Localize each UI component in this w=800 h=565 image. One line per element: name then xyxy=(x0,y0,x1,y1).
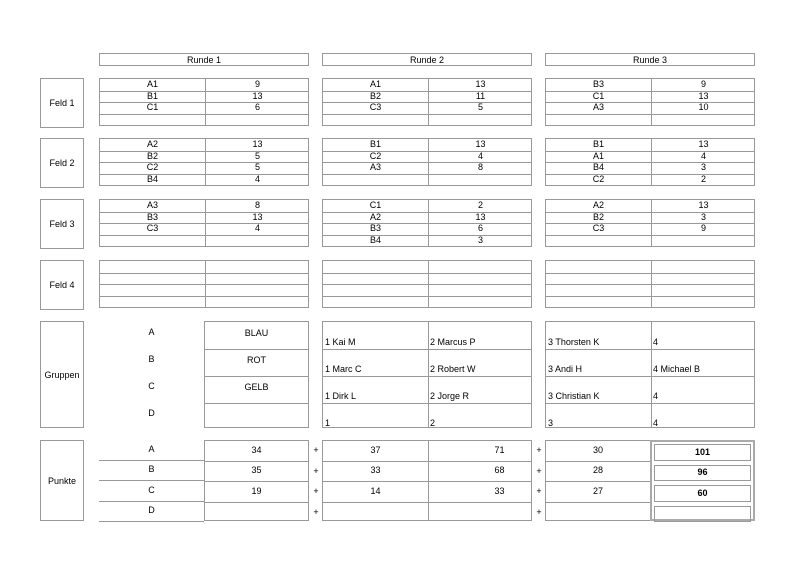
points-value xyxy=(205,503,308,522)
group-color: BLAU xyxy=(244,328,269,338)
score-cell: 4 xyxy=(254,223,260,234)
team-cell: B3 xyxy=(146,211,158,222)
group-member: 3 Christian K xyxy=(548,390,600,401)
team-cell: C3 xyxy=(146,223,159,234)
team-cell: C1 xyxy=(369,200,382,211)
team-cell: C2 xyxy=(369,150,382,161)
plus-sign: + xyxy=(536,445,542,455)
plus-sign: + xyxy=(313,465,319,476)
group-letter: C xyxy=(148,381,155,391)
points-value: 19 xyxy=(251,485,262,496)
group-letter: D xyxy=(148,408,155,418)
group-member: 4 Michael B xyxy=(653,363,701,374)
team-cell: A3 xyxy=(146,200,158,211)
group-member: 4 xyxy=(653,417,659,428)
grid-row-line xyxy=(546,403,754,404)
score-cell: 5 xyxy=(254,150,260,161)
score-cell: 4 xyxy=(254,173,260,184)
team-cell: B4 xyxy=(146,173,158,184)
plus-sign: + xyxy=(536,486,542,496)
field-label: Feld 2 xyxy=(40,138,84,188)
team-cell: B2 xyxy=(592,211,604,222)
points-value: 34 xyxy=(251,444,262,455)
score-cell: 3 xyxy=(477,234,483,245)
score-cell: 11 xyxy=(475,90,486,101)
group-letter: A xyxy=(148,327,155,337)
score-cell xyxy=(205,114,310,126)
round-header: Runde 3 xyxy=(545,53,755,66)
group-member: 1 Marc C xyxy=(325,363,362,374)
match-grid xyxy=(99,199,309,247)
team-cell xyxy=(323,273,428,285)
score-cell xyxy=(651,114,756,126)
points-label: Punkte xyxy=(40,440,84,521)
points-value: 35 xyxy=(251,465,262,476)
points-total: 60 xyxy=(654,485,751,502)
score-cell xyxy=(651,296,756,308)
team-cell: A3 xyxy=(592,102,604,113)
team-cell: A2 xyxy=(592,200,604,211)
team-cell xyxy=(546,284,651,296)
score-cell xyxy=(651,284,756,296)
team-cell: B2 xyxy=(369,90,381,101)
group-member: 3 xyxy=(548,417,554,428)
score-cell: 5 xyxy=(477,102,483,113)
score-cell: 2 xyxy=(700,173,706,184)
team-cell xyxy=(323,284,428,296)
team-cell: B1 xyxy=(369,139,381,150)
score-cell: 6 xyxy=(477,223,483,234)
points-r1-grid xyxy=(204,440,309,521)
group-member: 1 Dirk L xyxy=(325,390,357,401)
points-value: 37 xyxy=(370,444,381,455)
group-color: GELB xyxy=(244,382,269,392)
team-cell: C1 xyxy=(592,90,605,101)
group-color xyxy=(205,401,308,428)
points-subtotal: 71 xyxy=(494,444,505,455)
points-letter: C xyxy=(148,484,155,495)
team-cell: B3 xyxy=(592,79,604,90)
field-label: Feld 4 xyxy=(40,260,84,310)
group-member: 1 Kai M xyxy=(325,336,356,347)
grid-row-line xyxy=(323,349,531,350)
score-cell: 13 xyxy=(475,139,486,150)
score-cell xyxy=(205,235,310,247)
score-cell: 13 xyxy=(252,211,263,222)
match-grid xyxy=(545,78,755,126)
group-member: 2 Jorge R xyxy=(430,390,470,401)
grid-row-line xyxy=(546,349,754,350)
team-cell: B1 xyxy=(592,139,604,150)
match-grid xyxy=(322,78,532,126)
group-member-grid xyxy=(322,321,532,428)
match-grid xyxy=(322,138,532,186)
team-cell xyxy=(323,261,428,273)
grid-row-line xyxy=(323,376,531,377)
score-cell: 5 xyxy=(254,162,260,173)
points-value xyxy=(546,503,650,522)
score-cell: 13 xyxy=(698,200,709,211)
points-letter: B xyxy=(148,464,155,475)
score-cell xyxy=(205,284,310,296)
team-cell: A2 xyxy=(369,211,381,222)
team-cell: C2 xyxy=(592,173,605,184)
score-cell: 2 xyxy=(477,200,483,211)
team-cell: C1 xyxy=(146,102,159,113)
score-cell xyxy=(205,296,310,308)
team-cell: B3 xyxy=(369,223,381,234)
match-grid xyxy=(99,78,309,126)
score-cell: 9 xyxy=(700,79,706,90)
group-member: 3 Andi H xyxy=(548,363,583,374)
score-cell: 13 xyxy=(252,139,263,150)
group-member: 4 xyxy=(653,336,659,347)
points-value: 30 xyxy=(592,444,603,455)
match-grid xyxy=(545,138,755,186)
points-value: 27 xyxy=(592,485,603,496)
plus-sign: + xyxy=(313,445,319,455)
team-cell: A3 xyxy=(369,162,381,173)
score-cell: 9 xyxy=(700,223,706,234)
points-subtotal xyxy=(466,503,533,522)
team-cell: B4 xyxy=(592,162,604,173)
group-color: ROT xyxy=(247,355,266,365)
score-cell xyxy=(428,273,533,285)
team-cell xyxy=(100,284,205,296)
score-cell: 8 xyxy=(477,162,483,173)
team-cell xyxy=(100,114,205,126)
score-cell: 6 xyxy=(254,102,260,113)
score-cell: 4 xyxy=(700,150,706,161)
points-total-grid xyxy=(650,440,755,521)
team-cell xyxy=(323,174,428,186)
team-cell: A1 xyxy=(592,150,604,161)
points-letter-column xyxy=(99,440,204,521)
score-cell xyxy=(651,235,756,247)
team-cell xyxy=(546,296,651,308)
team-cell xyxy=(546,235,651,247)
group-member: 4 xyxy=(653,390,659,401)
plus-sign: + xyxy=(536,465,542,476)
points-value: 28 xyxy=(592,465,603,476)
score-cell xyxy=(428,284,533,296)
score-cell xyxy=(428,114,533,126)
team-cell: B4 xyxy=(369,234,381,245)
score-cell xyxy=(651,273,756,285)
team-cell xyxy=(100,261,205,273)
group-member: 2 xyxy=(430,417,436,428)
score-cell: 13 xyxy=(698,90,709,101)
points-total: 101 xyxy=(654,444,751,461)
match-grid xyxy=(99,260,309,308)
score-cell: 13 xyxy=(698,139,709,150)
round-header: Runde 2 xyxy=(322,53,532,66)
team-cell: B2 xyxy=(146,150,158,161)
group-member: 3 Thorsten K xyxy=(548,336,600,347)
grid-row-line xyxy=(546,376,754,377)
plus-sign: + xyxy=(313,486,319,496)
group-color-grid xyxy=(204,321,309,428)
score-cell xyxy=(428,261,533,273)
field-label: Feld 1 xyxy=(40,78,84,128)
points-value: 14 xyxy=(370,485,381,496)
team-cell xyxy=(546,114,651,126)
field-label: Feld 3 xyxy=(40,199,84,249)
points-value xyxy=(323,503,428,522)
points-subtotal: 68 xyxy=(494,465,505,476)
team-cell xyxy=(546,273,651,285)
team-cell: C3 xyxy=(369,102,382,113)
score-cell: 3 xyxy=(700,162,706,173)
group-member: 2 Marcus P xyxy=(430,336,476,347)
team-cell: A2 xyxy=(146,139,158,150)
team-cell: B1 xyxy=(146,90,158,101)
match-grid xyxy=(99,138,309,186)
grid-row-line xyxy=(323,403,531,404)
score-cell: 3 xyxy=(700,211,706,222)
points-subtotal: 33 xyxy=(494,485,505,496)
match-grid xyxy=(545,260,755,308)
plus-sign: + xyxy=(536,506,542,517)
team-cell xyxy=(546,261,651,273)
score-cell xyxy=(651,261,756,273)
points-letter: A xyxy=(148,443,155,454)
groups-label: Gruppen xyxy=(40,321,84,428)
score-cell xyxy=(428,296,533,308)
group-member: 2 Robert W xyxy=(430,363,476,374)
team-cell: A1 xyxy=(146,79,158,90)
score-cell xyxy=(428,174,533,186)
score-cell: 4 xyxy=(477,150,483,161)
group-member: 1 xyxy=(325,417,331,428)
points-total: 96 xyxy=(654,465,751,482)
score-cell: 13 xyxy=(252,90,263,101)
group-letter: B xyxy=(148,354,155,364)
plus-sign: + xyxy=(313,506,319,517)
match-grid xyxy=(322,260,532,308)
score-cell xyxy=(205,261,310,273)
points-r2-grid xyxy=(322,440,532,521)
score-cell: 10 xyxy=(698,102,709,113)
score-cell: 13 xyxy=(475,211,486,222)
team-cell: C2 xyxy=(146,162,159,173)
team-cell xyxy=(100,296,205,308)
grid-row-line xyxy=(99,521,204,522)
points-r3-grid xyxy=(545,440,651,521)
team-cell xyxy=(323,296,428,308)
score-cell xyxy=(205,273,310,285)
points-letter: D xyxy=(148,505,155,516)
match-grid xyxy=(545,199,755,247)
team-cell: C3 xyxy=(592,223,605,234)
team-cell xyxy=(100,235,205,247)
match-grid xyxy=(322,199,532,247)
score-cell: 9 xyxy=(254,79,260,90)
group-member-grid xyxy=(545,321,755,428)
team-cell xyxy=(100,273,205,285)
team-cell xyxy=(323,114,428,126)
team-cell: A1 xyxy=(369,79,381,90)
points-total xyxy=(654,506,751,523)
score-cell: 13 xyxy=(475,79,486,90)
score-cell: 8 xyxy=(254,200,260,211)
points-value: 33 xyxy=(370,465,381,476)
round-header: Runde 1 xyxy=(99,53,309,66)
